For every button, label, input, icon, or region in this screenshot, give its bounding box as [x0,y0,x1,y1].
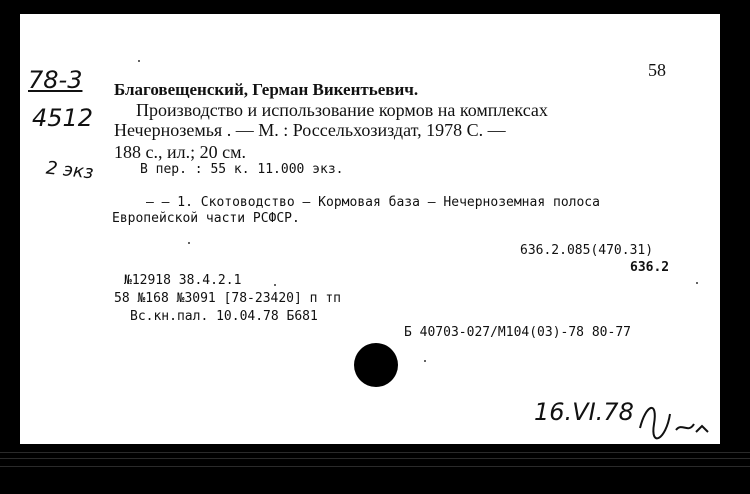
class-bbk: 636.2 [630,260,670,275]
price-line: В пер. : 55 к. 11.000 экз. [140,162,344,177]
title-line-1: Производство и использование кормов на комплексах [136,100,548,120]
title-line-3: 188 с., ил.; 20 см. [114,142,246,162]
class-udc: 636.2.085(470.31) [520,243,654,258]
speck [138,60,140,62]
punch-hole [354,343,398,387]
speck [188,242,190,244]
handwritten-code-small: 2 экз [45,157,95,184]
speck [424,360,426,362]
author-heading: Благовещенский, Герман Викентьевич. [114,80,419,99]
registration-line-3: Вс.кн.пал. 10.04.78 Б681 [130,309,318,324]
subjects-line-1: — — 1. Скотоводство — Кормовая база — Нечерноземная полоса [146,195,600,210]
subjects-line-2: Европейской части РСФСР. [112,211,300,226]
scan-border [0,444,750,494]
handwritten-code-top: 78-3 [28,66,83,94]
catalog-code: Б 40703-027/М104(03)-78 80-77 [404,325,631,340]
signature-scribble-icon [636,394,712,444]
registration-line-2: 58 №168 №3091 [78-23420] п тп [114,291,341,306]
handwritten-date-signature: 16.VI.78 [534,398,634,426]
speck [696,282,698,284]
handwritten-code-mid: 4512 [32,104,94,132]
page-number: 58 [648,60,666,80]
registration-line-1: №12918 38.4.2.1 [124,273,242,288]
title-line-2: Нечерноземья . — М. : Россельхозиздат, 1978 С. — [114,120,506,140]
speck [274,284,276,286]
